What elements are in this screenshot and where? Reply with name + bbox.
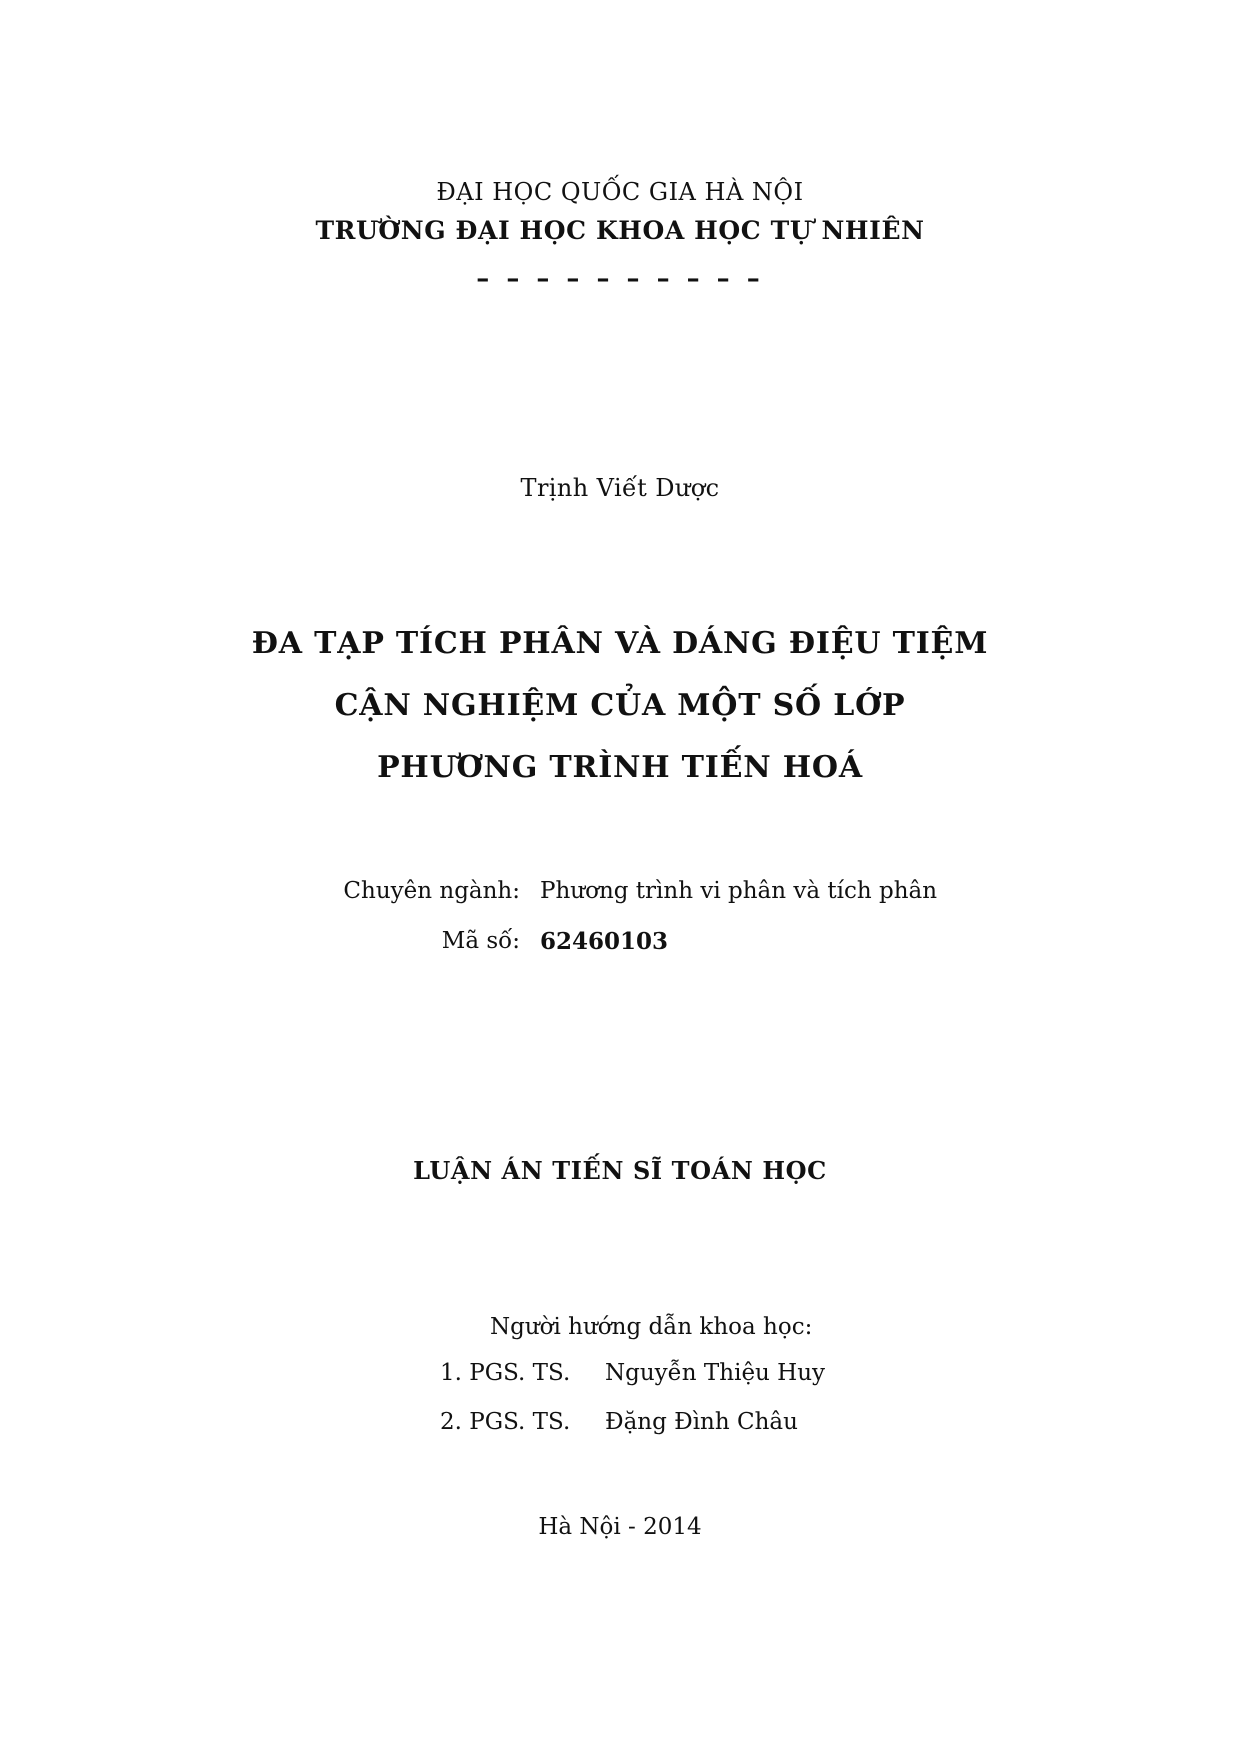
university-name: ĐẠI HỌC QUỐC GIA HÀ NỘI [436, 178, 804, 206]
advisor-item [440, 1360, 825, 1386]
dashed-divider: – – – – – – – – – – [476, 264, 764, 294]
specialization-value: Phương trình vi phân và tích phân [540, 878, 938, 904]
advisor-name: Đặng Đình Châu [605, 1409, 798, 1435]
degree-title: LUẬN ÁN TIẾN SĨ TOÁN HỌC [413, 1156, 827, 1185]
specialization-label: Chuyên ngành: [343, 878, 520, 904]
advisor-rank: 1. PGS. TS. [440, 1360, 571, 1386]
advisor-name: Nguyễn Thiệu Huy [605, 1360, 826, 1386]
thesis-title-line-1: ĐA TẠP TÍCH PHÂN VÀ DÁNG ĐIỆU TIỆM [251, 626, 989, 661]
author-name: Trịnh Viết Dược [520, 474, 720, 502]
advisor-rank: 2. PGS. TS. [440, 1409, 571, 1435]
thesis-title-line-2: CẬN NGHIỆM CỦA MỘT SỐ LỚP [334, 688, 906, 723]
place-and-year: Hà Nội - 2014 [538, 1514, 702, 1540]
code-label: Mã số: [441, 928, 520, 954]
advisor-item [440, 1409, 798, 1435]
code-value: 62460103 [540, 928, 669, 955]
school-name: TRƯỜNG ĐẠI HỌC KHOA HỌC TỰ NHIÊN [315, 216, 925, 245]
advisors-heading: Người hướng dẫn khoa học: [490, 1314, 813, 1340]
thesis-title-line-3: PHƯƠNG TRÌNH TIẾN HOÁ [377, 750, 863, 785]
